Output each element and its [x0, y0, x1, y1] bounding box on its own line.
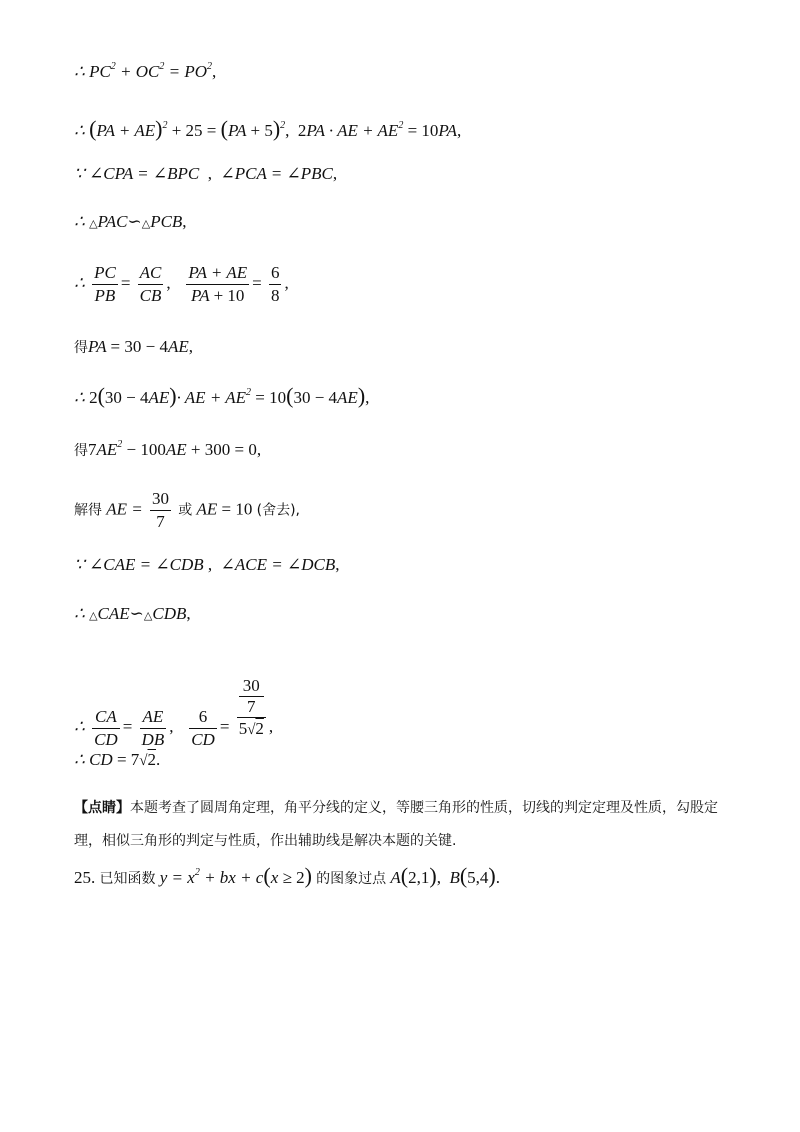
solution-step: ∵ ∠CPA = ∠BPC , ∠PCA = ∠PBC, [74, 164, 338, 183]
fraction: $\frac{AE}{DB}$ [141, 706, 165, 749]
solution-step: 解得 AE = $\frac{30}{7}$ 或 AE = 10 (舍去), [74, 489, 300, 531]
problem-number: 25. [74, 868, 96, 887]
fraction: $\frac{CA}{CD}$ [94, 706, 118, 749]
solution-step: ∴ $\frac{PC}{PB}$ = $\frac{AC}{CB}$ , $\frac{PA + AE}{PA + 10}$ = $\frac{6}{8}$ , [74, 263, 289, 305]
fraction: $\frac{6}{CD}$ [191, 706, 215, 749]
solution-step: 得$7AE^2 - 100AE + 300 = 0$, [74, 439, 262, 459]
problem-statement: 25. 已知函数 $y = x^2$ + bx + c(x ≥ 2) 的图象过点 A(2,1), B(5,4). [74, 863, 500, 888]
solution-step: ∴ $PC^2 + OC^2 = PO^2$, [74, 61, 217, 81]
solution-step: ∴ △PAC∽△PCB, [74, 212, 187, 231]
fraction: $\frac{30}{7}$ [152, 489, 169, 531]
solution-step: ∵ ∠CAE = ∠CDB , ∠ACE = ∠DCB, [74, 555, 340, 574]
solution-step: ∴ $\frac{CA}{CD}$ = $\frac{AE}{DB}$ , $\frac{6}{CD}$ = 30 7 5√2 , [74, 676, 274, 749]
comment-label: 【点睛】 [74, 800, 130, 816]
fraction: 30 7 5√2 [238, 676, 264, 738]
fraction: $\frac{PA + AE}{PA + 10}$ [188, 263, 248, 305]
fraction: $\frac{6}{8}$ [270, 263, 280, 305]
comment-text: 本题考查了圆周角定理，角平分线的定义，等腰三角形的性质，切线的判定定理及性质，勾股定理，相似三角形的判定与性质，作出辅助线是解决本题的关键. [74, 800, 718, 849]
fraction: $\frac{AC}{CB}$ [139, 263, 162, 305]
solution-step: 得PA = 30 − 4AE, [74, 337, 193, 356]
solution-step: ∴ 2(30 − 4AE)· AE + $AE^2 = 10(30 - 4AE)$, [74, 383, 370, 408]
fraction: $\frac{PC}{PB}$ [94, 263, 116, 305]
comment-paragraph [74, 792, 734, 858]
solution-step: ∴ (PA + AE)$^2$ + 25 = (PA + 5)$^2$, 2PA · AE + $AE^2 = 10PA$, [74, 116, 462, 141]
solution-step: ∴ CD = 7√2. [74, 750, 161, 769]
solution-step: ∴ △CAE∽△CDB, [74, 604, 191, 623]
